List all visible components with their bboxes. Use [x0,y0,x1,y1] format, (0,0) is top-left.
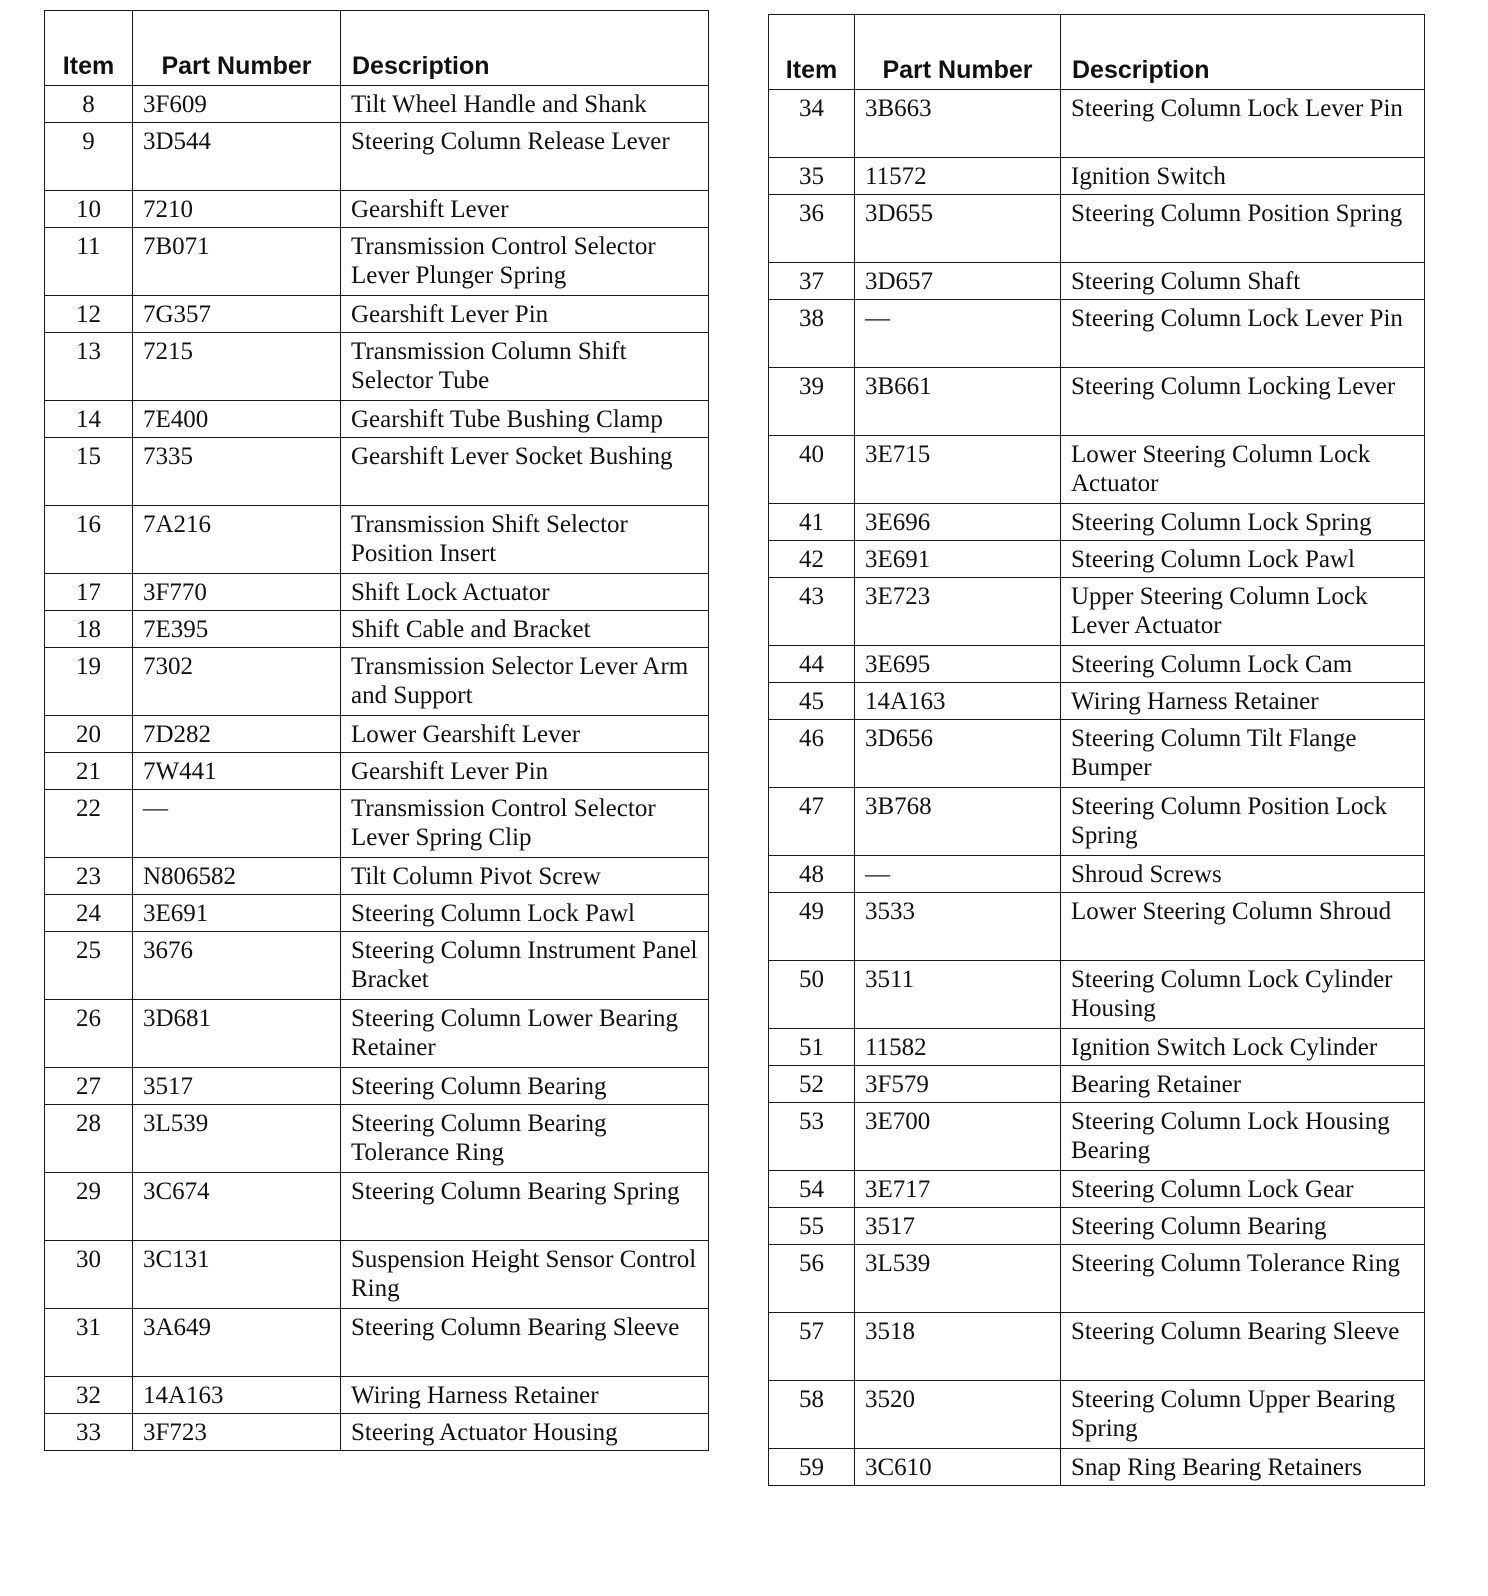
item-number: 48 [769,856,855,893]
header-item: Item [45,11,133,86]
part-description: Steering Column Lock Housing Bearing [1061,1103,1425,1171]
item-number: 47 [769,788,855,856]
table-row [45,716,709,753]
table-row [45,895,709,932]
header-part-number: Part Number [133,11,341,86]
item-number: 22 [45,790,133,858]
part-description: Lower Steering Column Lock Actuator [1061,436,1425,504]
part-number: 7E400 [133,401,341,438]
table-row [45,574,709,611]
part-number: 3518 [855,1313,1061,1381]
part-description: Steering Column Lock Spring [1061,504,1425,541]
part-number: 3676 [133,932,341,1000]
item-number: 32 [45,1377,133,1414]
item-number: 13 [45,333,133,401]
item-number: 54 [769,1171,855,1208]
part-number: 3517 [133,1068,341,1105]
table-row [769,1381,1425,1449]
item-number: 35 [769,158,855,195]
table-row [45,123,709,191]
item-number: 8 [45,86,133,123]
part-number: 3L539 [855,1245,1061,1313]
parts-table-right-body [769,90,1425,1486]
part-number: 3520 [855,1381,1061,1449]
item-number: 25 [45,932,133,1000]
part-description: Steering Column Position Lock Spring [1061,788,1425,856]
table-row [45,1377,709,1414]
parts-table-right [768,14,1425,1486]
item-number: 55 [769,1208,855,1245]
part-number: 3E700 [855,1103,1061,1171]
table-row [45,333,709,401]
table-row [769,263,1425,300]
item-number: 26 [45,1000,133,1068]
part-number: 14A163 [855,683,1061,720]
table-row [45,1173,709,1241]
part-description: Steering Column Shaft [1061,263,1425,300]
part-number: 3C131 [133,1241,341,1309]
item-number: 17 [45,574,133,611]
part-description: Lower Steering Column Shroud [1061,893,1425,961]
part-number: 14A163 [133,1377,341,1414]
table-row [45,86,709,123]
table-row [769,1449,1425,1486]
item-number: 29 [45,1173,133,1241]
table-row [45,1309,709,1377]
table-row [769,158,1425,195]
part-description: Steering Column Lock Pawl [1061,541,1425,578]
table-row [45,1105,709,1173]
part-description: Ignition Switch Lock Cylinder [1061,1029,1425,1066]
item-number: 14 [45,401,133,438]
part-description: Steering Column Position Spring [1061,195,1425,263]
item-number: 50 [769,961,855,1029]
part-number: 3E695 [855,646,1061,683]
item-number: 40 [769,436,855,504]
part-number: 7302 [133,648,341,716]
part-number: 11572 [855,158,1061,195]
item-number: 21 [45,753,133,790]
part-number: 7D282 [133,716,341,753]
item-number: 44 [769,646,855,683]
part-description: Steering Column Bearing [1061,1208,1425,1245]
table-row [769,504,1425,541]
part-description: Steering Column Locking Lever [1061,368,1425,436]
part-description: Ignition Switch [1061,158,1425,195]
parts-table-left-body [45,86,709,1451]
table-row [769,683,1425,720]
part-description: Shift Cable and Bracket [341,611,709,648]
part-number: 3F723 [133,1414,341,1451]
table-row [769,541,1425,578]
item-number: 39 [769,368,855,436]
table-row [769,893,1425,961]
part-description: Upper Steering Column Lock Lever Actuator [1061,578,1425,646]
table-row [45,296,709,333]
table-row [45,438,709,506]
part-description: Tilt Wheel Handle and Shank [341,86,709,123]
header-part-number: Part Number [855,15,1061,90]
part-description: Steering Column Bearing Tolerance Ring [341,1105,709,1173]
parts-table-left [44,10,709,1451]
table-row [45,228,709,296]
part-description: Steering Column Instrument Panel Bracket [341,932,709,1000]
table-row [769,1066,1425,1103]
part-description: Transmission Selector Lever Arm and Support [341,648,709,716]
part-number: 3B663 [855,90,1061,158]
table-row [45,790,709,858]
table-row [769,720,1425,788]
part-description: Steering Column Lock Cylinder Housing [1061,961,1425,1029]
header-item: Item [769,15,855,90]
item-number: 45 [769,683,855,720]
part-description: Steering Column Bearing Sleeve [1061,1313,1425,1381]
item-number: 56 [769,1245,855,1313]
part-number: 3517 [855,1208,1061,1245]
table-row [769,1245,1425,1313]
table-header-row [45,11,709,86]
table-row [769,788,1425,856]
part-description: Shroud Screws [1061,856,1425,893]
table-row [769,646,1425,683]
item-number: 42 [769,541,855,578]
part-description: Transmission Control Selector Lever Plunger Spring [341,228,709,296]
part-description: Steering Column Bearing Sleeve [341,1309,709,1377]
table-row [45,1241,709,1309]
item-number: 23 [45,858,133,895]
item-number: 18 [45,611,133,648]
table-row [769,1313,1425,1381]
table-row [45,648,709,716]
part-number: — [855,856,1061,893]
part-number: 3B768 [855,788,1061,856]
part-number: 3511 [855,961,1061,1029]
part-description: Gearshift Lever Socket Bushing [341,438,709,506]
item-number: 28 [45,1105,133,1173]
item-number: 53 [769,1103,855,1171]
part-number: 3E717 [855,1171,1061,1208]
part-number: — [133,790,341,858]
item-number: 16 [45,506,133,574]
table-row [45,401,709,438]
part-description: Steering Column Tilt Flange Bumper [1061,720,1425,788]
table-row [45,1000,709,1068]
table-row [769,1208,1425,1245]
table-row [45,506,709,574]
part-description: Steering Column Release Lever [341,123,709,191]
part-number: 7W441 [133,753,341,790]
part-number: 3E715 [855,436,1061,504]
part-description: Suspension Height Sensor Control Ring [341,1241,709,1309]
part-description: Transmission Column Shift Selector Tube [341,333,709,401]
table-row [769,856,1425,893]
part-description: Wiring Harness Retainer [341,1377,709,1414]
part-number: 11582 [855,1029,1061,1066]
table-row [769,961,1425,1029]
part-description: Steering Column Lock Pawl [341,895,709,932]
item-number: 9 [45,123,133,191]
part-number: 3C674 [133,1173,341,1241]
part-description: Gearshift Lever Pin [341,753,709,790]
part-number: 3E691 [133,895,341,932]
item-number: 34 [769,90,855,158]
part-description: Gearshift Lever Pin [341,296,709,333]
table-row [769,436,1425,504]
table-row [45,932,709,1000]
item-number: 20 [45,716,133,753]
item-number: 46 [769,720,855,788]
table-row [45,611,709,648]
part-description: Gearshift Lever [341,191,709,228]
item-number: 27 [45,1068,133,1105]
part-number: 7G357 [133,296,341,333]
part-description: Steering Column Lower Bearing Retainer [341,1000,709,1068]
table-row [769,1029,1425,1066]
part-number: 7A216 [133,506,341,574]
part-description: Steering Column Lock Cam [1061,646,1425,683]
item-number: 15 [45,438,133,506]
part-number: 3B661 [855,368,1061,436]
item-number: 57 [769,1313,855,1381]
item-number: 36 [769,195,855,263]
part-number: 3D657 [855,263,1061,300]
table-row [45,1414,709,1451]
item-number: 31 [45,1309,133,1377]
part-number: N806582 [133,858,341,895]
item-number: 58 [769,1381,855,1449]
item-number: 11 [45,228,133,296]
part-description: Steering Column Tolerance Ring [1061,1245,1425,1313]
item-number: 49 [769,893,855,961]
item-number: 37 [769,263,855,300]
part-description: Bearing Retainer [1061,1066,1425,1103]
item-number: 59 [769,1449,855,1486]
part-number: 3E691 [855,541,1061,578]
part-number: — [855,300,1061,368]
table-row [45,858,709,895]
part-description: Steering Actuator Housing [341,1414,709,1451]
part-description: Tilt Column Pivot Screw [341,858,709,895]
item-number: 30 [45,1241,133,1309]
part-description: Transmission Shift Selector Position Insert [341,506,709,574]
part-number: 3D656 [855,720,1061,788]
part-number: 3E696 [855,504,1061,541]
header-description: Description [341,11,709,86]
part-number: 3C610 [855,1449,1061,1486]
part-number: 3F770 [133,574,341,611]
part-description: Gearshift Tube Bushing Clamp [341,401,709,438]
item-number: 52 [769,1066,855,1103]
part-number: 3F579 [855,1066,1061,1103]
part-number: 7335 [133,438,341,506]
table-row [45,753,709,790]
item-number: 41 [769,504,855,541]
part-number: 3A649 [133,1309,341,1377]
header-description: Description [1061,15,1425,90]
item-number: 19 [45,648,133,716]
table-row [769,578,1425,646]
part-number: 7E395 [133,611,341,648]
part-number: 3533 [855,893,1061,961]
part-description: Shift Lock Actuator [341,574,709,611]
part-number: 3L539 [133,1105,341,1173]
item-number: 38 [769,300,855,368]
part-number: 3D544 [133,123,341,191]
part-description: Snap Ring Bearing Retainers [1061,1449,1425,1486]
part-number: 7B071 [133,228,341,296]
part-description: Lower Gearshift Lever [341,716,709,753]
part-number: 7210 [133,191,341,228]
part-number: 3F609 [133,86,341,123]
table-row [45,1068,709,1105]
table-row [769,90,1425,158]
item-number: 33 [45,1414,133,1451]
item-number: 24 [45,895,133,932]
item-number: 43 [769,578,855,646]
part-number: 3D681 [133,1000,341,1068]
table-row [769,195,1425,263]
part-description: Steering Column Lock Gear [1061,1171,1425,1208]
table-row [769,1103,1425,1171]
part-description: Steering Column Lock Lever Pin [1061,300,1425,368]
item-number: 10 [45,191,133,228]
part-description: Steering Column Bearing [341,1068,709,1105]
table-row [769,300,1425,368]
table-row [769,368,1425,436]
part-description: Steering Column Bearing Spring [341,1173,709,1241]
part-description: Transmission Control Selector Lever Spring Clip [341,790,709,858]
item-number: 12 [45,296,133,333]
part-number: 7215 [133,333,341,401]
item-number: 51 [769,1029,855,1066]
table-row [769,1171,1425,1208]
part-description: Steering Column Upper Bearing Spring [1061,1381,1425,1449]
table-header-row [769,15,1425,90]
part-number: 3D655 [855,195,1061,263]
table-row [45,191,709,228]
part-number: 3E723 [855,578,1061,646]
part-description: Wiring Harness Retainer [1061,683,1425,720]
part-description: Steering Column Lock Lever Pin [1061,90,1425,158]
